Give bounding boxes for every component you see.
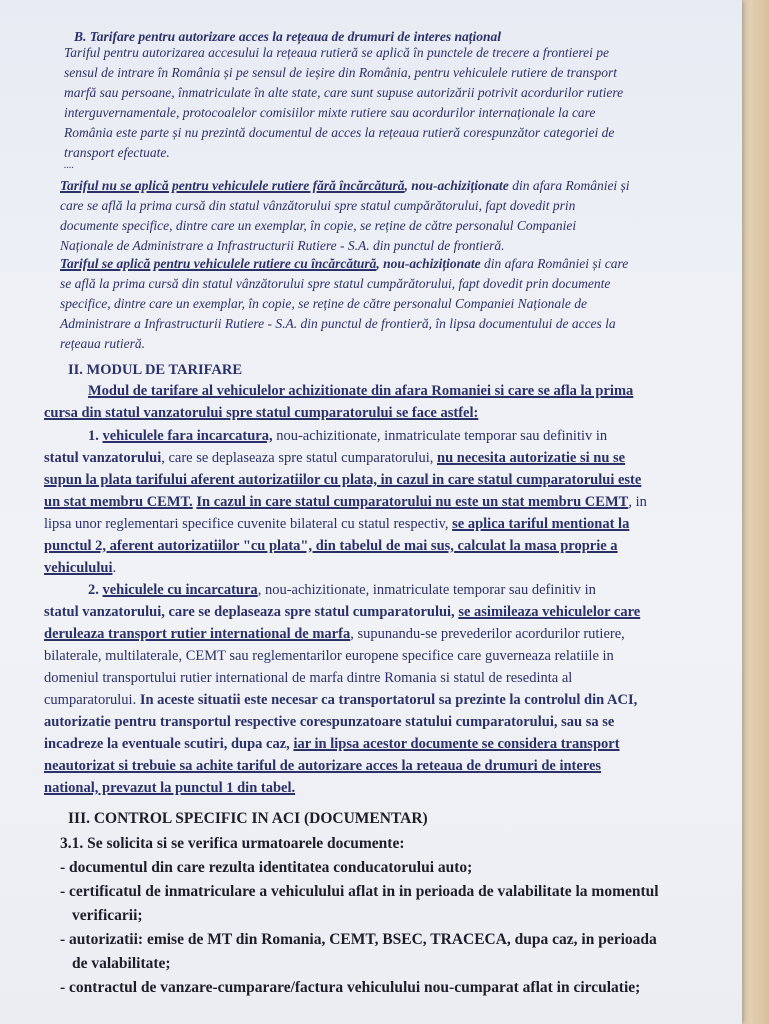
section-b-p2-line: Naționale de Administrare a Infrastructurii Rutiere - S.A. din punctul de frontieră. [60, 238, 505, 253]
section-b-p1-line: sensul de intrare în România și pe sensul de ieșire din România, pentru vehiculele rutiere de transport [64, 65, 618, 80]
underlined-text: In cazul in care statul cumparatorului nu este un stat membru CEMT [196, 494, 629, 510]
text: , supunandu-se prevederilor acordurilor rutiere, [350, 626, 625, 642]
text: , care se deplaseaza spre statul cumparatorului, [161, 450, 437, 466]
section-iii-heading: III. CONTROL SPECIFIC IN ACI (DOCUMENTAR) [68, 810, 428, 827]
section-b-p1-line: România este parte și nu prezintă documentul de acces la rețeaua rutieră corespunzător categoriei de [64, 125, 615, 140]
item2-line: domeniul transportului rutier international de marfa dintre Romania si statul de resedinta al [44, 670, 573, 686]
section-b-p1-line: Tariful pentru autorizarea accesului la rețeaua rutieră se aplică în punctele de trecere a frontierei pe [64, 45, 610, 60]
text: . [112, 560, 117, 576]
underlined-text: Tariful se aplică pentru vehiculele rutiere cu încărcătură [60, 256, 377, 271]
underlined-text: Tariful nu se aplică pentru vehiculele rutiere fără încărcătură [60, 178, 405, 193]
item2-line [44, 692, 637, 709]
item2-line [44, 604, 640, 621]
section-b-p3-line: rețeaua rutieră. [60, 336, 145, 351]
ellipsis: .... [64, 160, 74, 171]
underlined-text: se aplica tariful mentionat la [452, 516, 630, 532]
item-number: 1. [88, 428, 103, 444]
underlined-text: cumparatorului este [516, 472, 642, 488]
bold-text: , nou-achiziționate [376, 256, 481, 271]
underlined-text: iar in lipsa acestor documente se considera transport [293, 736, 620, 752]
bold-text: statul vanzatorului, care se deplaseaza spre statul cumparatorului, [44, 604, 459, 620]
underlined-text: deruleaza transport rutier international de marfa [44, 626, 351, 642]
item2-line [44, 736, 620, 753]
bold-text: incadreze la eventuale scutiri, dupa caz, [44, 736, 294, 752]
text: cumparatorului. [44, 692, 140, 708]
section-b-p1-line: interguvernamentale, protocoalelor comisiilor mixte rutiere sau acordurilor internaționale la care [64, 105, 596, 120]
item2-line [44, 626, 625, 643]
text: , nou-achizitionate, inmatriculate temporar sau definitiv in [257, 582, 596, 598]
bold-text: In aceste situatii este necesar ca transportatorul sa prezinte la controlul din ACI, [139, 692, 638, 708]
section-iii-line: 3.1. Se solicita si se verifica urmatoarele documente: [60, 835, 405, 852]
text: din afara României și care [480, 256, 629, 271]
section-iii-line: - certificatul de inmatriculare a vehiculului aflat in in perioada de valabilitate la momentul [60, 883, 659, 900]
item2-line: national, prevazut la punctul 1 din tabel. [44, 780, 296, 796]
section-b-p2-first-line [60, 178, 630, 194]
section-b-heading: B. Tarifare pentru autorizare acces la rețeaua de drumuri de interes național [74, 29, 502, 44]
item2-line: neautorizat si trebuie sa achite tariful de autorizare acces la reteaua de drumuri de interes [44, 758, 602, 774]
item1-line [44, 472, 641, 489]
underlined-text: vehiculele cu incarcatura [102, 582, 258, 598]
item2-line: autorizatie pentru transportul respective corespunzatoare statului cumparatorului, sau sa se [44, 714, 615, 730]
section-ii-intro-line: cursa din statul vanzatorului spre statul cumparatorului se face astfel: [44, 405, 479, 421]
item1-line [44, 450, 625, 467]
text: din afara României și [508, 178, 630, 193]
section-iii-line: - documentul din care rezulta identitatea conducatorului auto; [60, 859, 473, 876]
section-ii-heading: II. MODUL DE TARIFARE [68, 362, 243, 378]
section-iii-line: verificarii; [72, 907, 143, 924]
section-b-p3-line: se află la prima cursă din statul vânzătorului spre statul cumpărătorului, fapt dovedit prin documente [60, 276, 611, 291]
bold-text: , nou-achiziționate [404, 178, 509, 193]
text: , in [628, 494, 647, 510]
underlined-text: se asimileaza vehiculelor care [458, 604, 641, 620]
bold-text: statul vanzatorului [44, 450, 162, 466]
underlined-text: vehiculului [44, 560, 113, 576]
section-iii-line: - autorizatii: emise de MT din Romania, CEMT, BSEC, TRACECA, dupa caz, in perioada [60, 931, 657, 948]
section-b-p2-line: care se află la prima cursă din statul vânzătorului spre statul cumpărătorului, fapt dovedit prin [60, 198, 576, 213]
section-iii-line: - contractul de vanzare-cumparare/factura vehiculului nou-cumparat aflat in circulatie; [60, 979, 641, 996]
item-number: 2. [88, 582, 103, 598]
underlined-text: un stat membru CEMT. [44, 494, 193, 510]
item2-line [88, 582, 596, 599]
underlined-text: vehiculele fara incarcatura, [102, 428, 273, 444]
section-ii-intro-line: Modul de tarifare al vehiculelor achizitionate din afara Romaniei si care se afla la prima [88, 383, 634, 399]
item1-line: punctul 2, aferent autorizatiilor "cu plata", din tabelul de mai sus, calculat la masa proprie a [44, 538, 618, 554]
section-b-p2-line: documente specifice, dintre care un exemplar, în copie, se reține de către personalul Companiei [60, 218, 577, 233]
item1-line [44, 494, 647, 511]
item1-line [88, 428, 607, 445]
section-b-p1-line: transport efectuate. [64, 145, 170, 160]
underlined-text: supun la plata tarifului aferent autorizatiilor cu plata, in cazul in care statul [44, 472, 517, 488]
text: lipsa unor reglementari specifice cuvenite bilateral cu statul respectiv, [44, 516, 453, 532]
item1-line [44, 560, 116, 577]
item2-line: bilaterale, multilaterale, CEMT sau reglementarilor europene specifice care guverneaza relatiile in [44, 648, 614, 664]
section-b-p1-line: marfă sau persoane, înmatriculate în alte state, care sunt supuse autorizării potrivit acordurilor rutiere [64, 85, 624, 100]
section-b-p3-first-line [60, 256, 628, 272]
section-iii-line: de valabilitate; [72, 955, 171, 972]
section-b-p3-line: specifice, dintre care un exemplar, în copie, se reține de către personalul Companiei Naționale de [60, 296, 588, 311]
text: nou-achizitionate, inmatriculate temporar sau definitiv in [272, 428, 608, 444]
item1-line [44, 516, 629, 533]
underlined-text: nu necesita autorizatie si nu se [437, 450, 626, 466]
section-b-p3-line: Administrare a Infrastructurii Rutiere - S.A. din punctul de frontieră, în lipsa documentului de acces la [60, 316, 616, 331]
